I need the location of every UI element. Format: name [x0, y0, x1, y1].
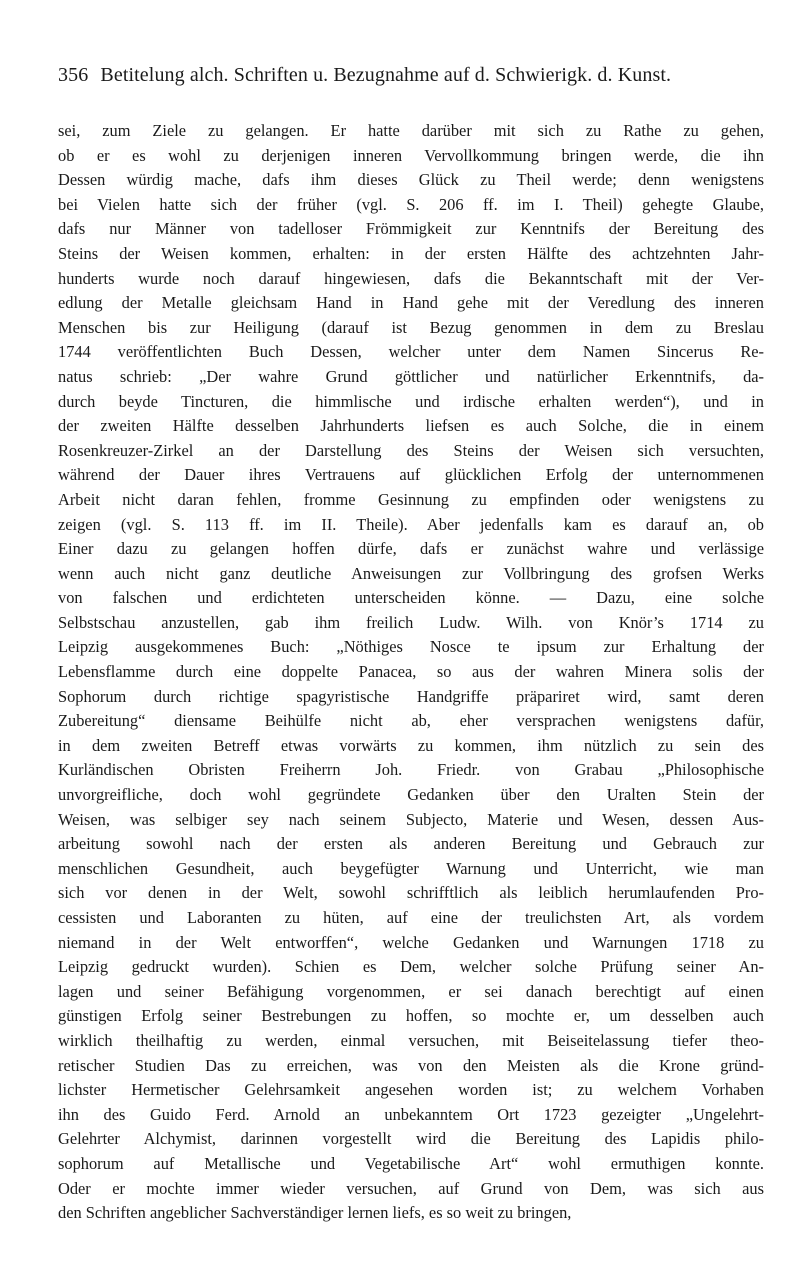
text-line: zeigen (vgl. S. 113 ff. im II. Theile). Aber jedenfalls kam es darauf an, ob	[58, 514, 764, 534]
text-line: hunderts wurde noch darauf hingewiesen, dafs die Bekanntschaft mit der Ver-	[58, 268, 764, 288]
text-line: natus schrieb: „Der wahre Grund göttlicher und natürlicher Erkenntnifs, da-	[58, 366, 764, 386]
text-line: ihn des Guido Ferd. Arnold an unbekanntem Ort 1723 gezeigter „Ungelehrt-	[58, 1104, 764, 1124]
running-title: Betitelung alch. Schriften u. Bezugnahme auf d. Schwierigk. d. Kunst.	[100, 64, 672, 86]
text-line: Rosenkreuzer-Zirkel an der Darstellung des Steins der Weisen sich versuchten,	[58, 440, 764, 460]
text-line: durch beyde Tincturen, die himmlische und irdische erhalten werden“), und in	[58, 391, 764, 411]
body-text	[58, 119, 764, 1226]
text-line: in dem zweiten Betreff etwas vorwärts zu kommen, ihm nützlich zu sein des	[58, 735, 764, 755]
text-line: Dessen würdig mache, dafs ihm dieses Glück zu Theil werde; denn wenigstens	[58, 170, 764, 190]
text-line: Menschen bis zur Heiligung (darauf ist Bezug genommen in dem zu Breslau	[58, 317, 764, 337]
text-line: den Schriften angeblicher Sachverständiger lernen liefs, es so weit zu bringen,	[58, 1203, 572, 1223]
text-line: Sophorum durch richtige spagyristische Handgriffe präpariret wird, samt deren	[58, 686, 764, 706]
text-line: edlung der Metalle gleichsam Hand in Hand gehe mit der Veredlung des inneren	[58, 293, 764, 313]
text-line: lichster Hermetischer Gelehrsamkeit angesehen worden ist; zu welchem Vorhaben	[58, 1080, 764, 1100]
text-line: retischer Studien Das zu erreichen, was von den Meisten als die Krone gründ-	[58, 1055, 764, 1075]
text-line: von falschen und erdichteten unterscheiden könne. — Dazu, eine solche	[58, 588, 764, 608]
text-line: sophorum auf Metallische und Vegetabilische Art“ wohl ermuthigen konnte.	[58, 1153, 764, 1173]
text-line: Oder er mochte immer wieder versuchen, auf Grund von Dem, was sich aus	[58, 1178, 764, 1198]
text-line: Lebensflamme durch eine doppelte Panacea, so aus der wahren Minera solis der	[58, 662, 764, 682]
text-line: wirklich theilhaftig zu werden, einmal versuchen, mit Beiseitelassung tiefer theo-	[58, 1030, 764, 1050]
page-header	[58, 64, 758, 87]
text-line: cessisten und Laboranten zu hüten, auf eine der treulichsten Art, als vordem	[58, 908, 764, 927]
text-line: bei Vielen hatte sich der früher (vgl. S. 206 ff. im I. Theil) gehegte Glaube,	[58, 194, 764, 214]
text-line: Einer dazu zu gelangen hoffen dürfe, dafs er zunächst wahre und verlässige	[58, 539, 764, 559]
text-line: während der Dauer ihres Vertrauens auf glücklichen Erfolg der unternommenen	[58, 465, 764, 485]
text-line: Leipzig ausgekommenes Buch: „Nöthiges Nosce te ipsum zur Erhaltung der	[58, 637, 764, 657]
text-line: menschlichen Gesundheit, auch beygefügter Warnung und Unterricht, wie man	[58, 858, 764, 878]
text-line: unvorgreifliche, doch wohl gegründete Gedanken über den Uralten Stein der	[58, 785, 764, 805]
text-line: 1744 veröffentlichten Buch Dessen, welcher unter dem Namen Sincerus Re-	[58, 342, 764, 362]
text-line: Arbeit nicht daran fehlen, fromme Gesinnung zu empfinden oder wenigstens zu	[58, 489, 764, 509]
text-line: arbeitung sowohl nach der ersten als anderen Bereitung und Gebrauch zur	[58, 834, 764, 854]
text-line: ob er es wohl zu derjenigen inneren Vervollkommung bringen werde, die ihn	[58, 145, 764, 165]
text-line: wenn auch nicht ganz deutliche Anweisungen zur Vollbringung des grofsen Werks	[58, 563, 764, 583]
page-number: 356	[58, 64, 89, 86]
text-line: Selbstschau anzustellen, gab ihm freilich Ludw. Wilh. von Knör’s 1714 zu	[58, 612, 764, 632]
text-line: der zweiten Hälfte desselben Jahrhunderts liefsen es auch Solche, die in einem	[58, 416, 764, 436]
text-line: günstigen Erfolg seiner Bestrebungen zu hoffen, so mochte er, um desselben auch	[58, 1006, 764, 1026]
text-line: sich vor denen in der Welt, sowohl schrifftlich als leiblich herumlaufenden Pro-	[58, 883, 764, 903]
text-line: Gelehrter Alchymist, darinnen vorgestellt wird die Bereitung des Lapidis philo-	[58, 1129, 764, 1149]
text-line: Steins der Weisen kommen, erhalten: in der ersten Hälfte des achtzehnten Jahr-	[58, 243, 764, 263]
text-line: Zubereitung“ diensame Beihülfe nicht ab, eher versprachen wenigstens dafür,	[58, 711, 764, 731]
text-line: dafs nur Männer von tadelloser Frömmigkeit zur Kenntnifs der Bereitung des	[58, 219, 764, 239]
text-line: Kurländischen Obristen Freiherrn Joh. Friedr. von Grabau „Philosophische	[58, 760, 764, 780]
text-line: sei, zum Ziele zu gelangen. Er hatte darüber mit sich zu Rathe zu gehen,	[58, 121, 764, 140]
text-line: Weisen, was selbiger sey nach seinem Subjecto, Materie und Wesen, dessen Aus-	[58, 809, 764, 829]
text-line: Leipzig gedruckt wurden). Schien es Dem, welcher solche Prüfung seiner An-	[58, 957, 764, 977]
text-line: niemand in der Welt entworffen“, welche Gedanken und Warnungen 1718 zu	[58, 932, 764, 952]
text-line: lagen und seiner Befähigung vorgenommen, er sei danach berechtigt auf einen	[58, 981, 764, 1001]
